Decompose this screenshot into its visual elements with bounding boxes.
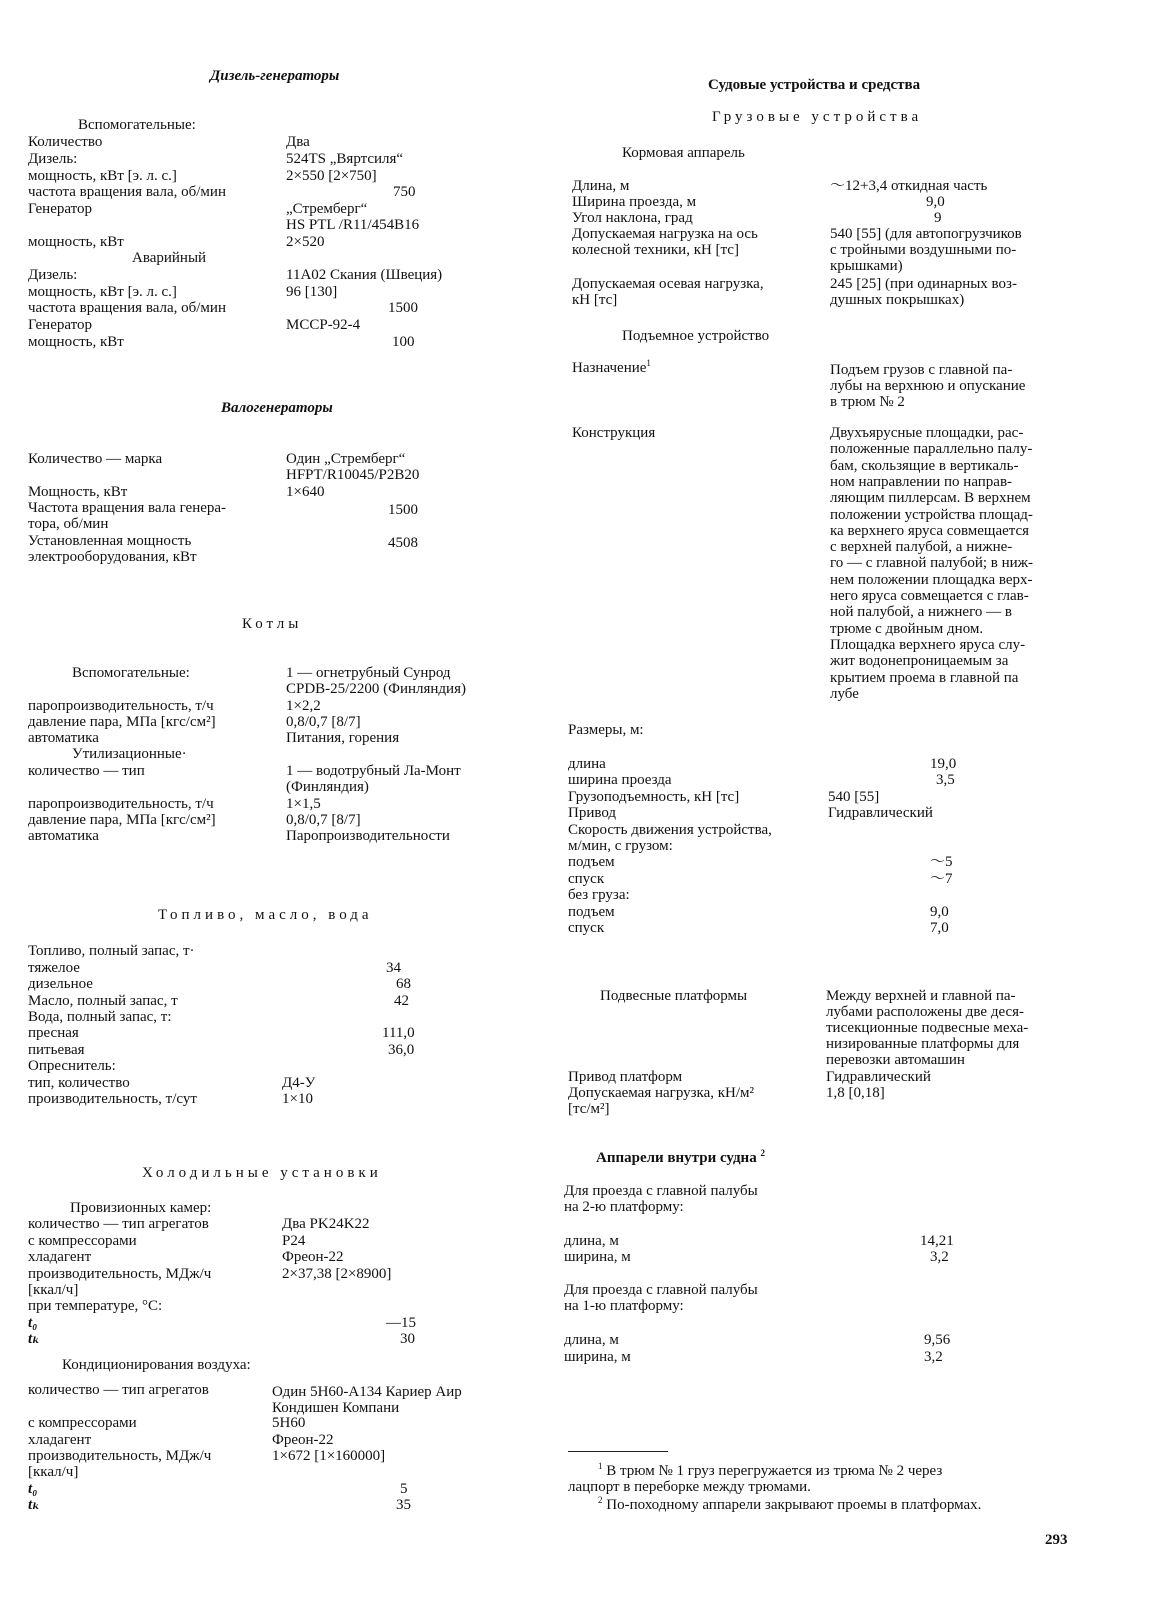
value: 1500 <box>388 502 418 518</box>
label: Допускаемая нагрузка, кН/м² <box>568 1085 755 1101</box>
value: 9 <box>934 210 942 226</box>
construction-line: го — с главной палубой; в ниж- <box>830 555 1034 572</box>
label: кН [тс] <box>572 292 618 308</box>
value: 100 <box>392 334 415 350</box>
value: 19,0 <box>930 756 957 772</box>
label: Количество — марка <box>28 451 163 467</box>
value: 3,5 <box>936 772 955 788</box>
value: 9,0 <box>926 194 945 210</box>
value: 7,0 <box>930 920 949 936</box>
label: электрооборудования, кВт <box>28 549 197 565</box>
footnote-divider <box>568 1451 668 1452</box>
construction-line: трюме с двойным дном. <box>830 620 984 637</box>
value: 5 <box>400 1481 408 1497</box>
label: Допускаемая осевая нагрузка, <box>572 276 764 292</box>
value: перевозки автомашин <box>826 1052 965 1068</box>
label: Длина, м <box>572 178 630 194</box>
label: Количество <box>28 134 103 150</box>
label: на 1-ю платформу: <box>564 1298 684 1314</box>
subhead-aircon: Кондиционирования воздуха: <box>62 1357 251 1373</box>
construction-line: ной палубой, а нижнего — в <box>830 604 1012 621</box>
label: производительность, МДж/ч <box>28 1448 212 1464</box>
construction-line: ка верхнего яруса совмещается <box>830 522 1030 539</box>
value: 540 [55] <box>828 789 880 805</box>
value: HFPT/R10045/P2B20 <box>286 467 420 483</box>
value: Паропроизводительности <box>286 828 450 844</box>
label: t₀ <box>28 1481 38 1497</box>
label: ширина, м <box>564 1249 631 1265</box>
value: 1500 <box>388 300 418 316</box>
value: 96 [130] <box>286 284 338 300</box>
value: 14,21 <box>920 1233 954 1249</box>
value: 2×520 <box>286 234 325 250</box>
label: [ккал/ч] <box>28 1464 79 1480</box>
footnote-1: $^1$ В трюм № 1 груз перегружается из трюма № 2 через <box>598 1461 943 1479</box>
label: длина <box>568 756 606 772</box>
label: производительность, МДж/ч <box>28 1266 212 1282</box>
label: t₀ <box>28 1315 38 1331</box>
construction-line: положении устройства площад- <box>830 506 1033 523</box>
subhead-inner-ramps: Аппарели внутри судна $^2$ <box>596 1148 765 1166</box>
value: тисекционные подвесные меха- <box>826 1020 1029 1036</box>
value: низированные платформы для <box>826 1036 1020 1052</box>
label: длина, м <box>564 1332 619 1348</box>
label: паропроизводительность, т/ч <box>28 796 214 812</box>
construction-line: нем положении площадка верх- <box>830 571 1033 588</box>
value: 245 [25] (при одинарных воз- <box>830 276 1017 292</box>
value: Питания, горения <box>286 730 400 746</box>
label: автоматика <box>28 730 99 746</box>
label: питьевая <box>28 1042 85 1058</box>
subhead-aux: Вспомогательные: <box>78 117 196 133</box>
construction-line: жит водонепроницаемым за <box>830 653 1009 670</box>
value: 35 <box>396 1497 411 1513</box>
value: 1×640 <box>286 484 325 500</box>
value: 1 — водотрубный Ла-Монт <box>286 763 461 779</box>
label: хладагент <box>28 1432 92 1448</box>
construction-line: положенные параллельно палу- <box>830 441 1033 458</box>
value: HS PTL /R11/454B16 <box>286 217 420 233</box>
subhead-lift: Подъемное устройство <box>622 328 770 344</box>
footnote-1-cont: лацпорт в переборке между трюмами. <box>568 1479 811 1495</box>
label: количество — тип агрегатов <box>28 1382 209 1398</box>
value: Фреон-22 <box>282 1249 344 1265</box>
section-title-fuel: Топливо, масло, вода <box>158 907 373 923</box>
section-title-boilers: Котлы <box>242 616 303 632</box>
value: Д4-У <box>282 1075 316 1091</box>
label: Для проезда с главной палубы <box>564 1282 758 1298</box>
label: на 2-ю платформу: <box>564 1199 684 1215</box>
label: Частота вращения вала генера- <box>28 500 227 516</box>
subhead-stern-ramp: Кормовая аппарель <box>622 145 745 161</box>
label: Вода, полный запас, т: <box>28 1009 172 1025</box>
label: Допускаемая нагрузка на ось <box>572 226 758 242</box>
construction-line: Площадка верхнего яруса слу- <box>830 636 1026 653</box>
label: Угол наклона, град <box>572 210 693 226</box>
label: тип, количество <box>28 1075 130 1091</box>
page-title: Судовые устройства и средства <box>708 77 921 93</box>
value: Два <box>286 134 310 150</box>
label: Топливо, полный запас, т· <box>28 943 195 959</box>
label: спуск <box>568 920 605 936</box>
construction-line: бам, скользящие в вертикаль- <box>830 457 1019 474</box>
value: MCCP-92-4 <box>286 317 361 333</box>
label: мощность, кВт <box>28 334 124 350</box>
value: 0,8/0,7 [8/7] <box>286 714 361 730</box>
label: [ккал/ч] <box>28 1282 79 1298</box>
value: Гидравлический <box>826 1069 931 1085</box>
construction-line: крытием проема в главной па <box>830 669 1019 686</box>
label: Установленная мощность <box>28 533 192 549</box>
value: 9,56 <box>924 1332 951 1348</box>
label: мощность, кВт [э. л. с.] <box>28 284 177 300</box>
value: 0,8/0,7 [8/7] <box>286 812 361 828</box>
label: Для проезда с главной палубы <box>564 1183 758 1199</box>
label: без груза: <box>568 887 630 903</box>
label: Опреснитель: <box>28 1058 116 1074</box>
label: Грузоподъемность, кН [тс] <box>568 789 740 805</box>
label: с компрессорами <box>28 1233 137 1249</box>
label: м/мин, с грузом: <box>568 838 673 854</box>
value: душных покрышках) <box>830 292 965 308</box>
label: с компрессорами <box>28 1415 137 1431</box>
value: Два PK24K22 <box>282 1216 370 1232</box>
label: Скорость движения устройства, <box>568 822 772 838</box>
label: хладагент <box>28 1249 92 1265</box>
label: Подвесные платформы <box>600 988 748 1004</box>
value: 42 <box>394 993 409 1009</box>
value: 9,0 <box>930 904 949 920</box>
subhead-dims: Размеры, м: <box>568 722 644 738</box>
value: 2×37,38 [2×8900] <box>282 1266 392 1282</box>
label: количество — тип <box>28 763 145 779</box>
label: автоматика <box>28 828 99 844</box>
section-title-cargo: Грузовые устройства <box>712 109 923 125</box>
value: 540 [55] (для автопогрузчиков <box>830 226 1022 242</box>
label: частота вращения вала, об/мин <box>28 300 226 316</box>
value: 30 <box>400 1331 415 1347</box>
label: tₖ <box>28 1331 41 1347</box>
construction-line: него яруса совмещается с глав- <box>830 588 1029 604</box>
label: частота вращения вала, об/мин <box>28 184 226 200</box>
label: колесной техники, кН [тс] <box>572 242 739 258</box>
label: подъем <box>568 904 615 920</box>
label: Генератор <box>28 317 92 333</box>
label: Привод платформ <box>568 1069 683 1085</box>
subhead-emergency: Аварийный <box>132 250 207 266</box>
page-number: 293 <box>1045 1532 1068 1548</box>
label: мощность, кВт <box>28 234 124 250</box>
label: давление пара, МПа [кгс/см²] <box>28 812 216 828</box>
value: 2×550 [2×750] <box>286 168 377 184</box>
value: CPDB-25/2200 (Финляндия) <box>286 681 466 697</box>
value: Фреон-22 <box>272 1432 334 1448</box>
value: лубами расположены две деся- <box>826 1004 1025 1020</box>
label: производительность, т/сут <box>28 1091 197 1107</box>
value: 750 <box>393 184 416 200</box>
label: дизельное <box>28 976 93 992</box>
value: (Финляндия) <box>286 779 369 795</box>
value: ～5 <box>930 854 953 870</box>
value: Кондишен Компани <box>272 1400 400 1416</box>
value: 11А02 Скания (Швеция) <box>286 267 443 283</box>
value: в трюм № 2 <box>830 394 905 410</box>
value: 68 <box>396 976 411 992</box>
value: 36,0 <box>388 1042 415 1058</box>
value: 3,2 <box>924 1349 943 1365</box>
value: 5Н60 <box>272 1415 306 1431</box>
value: 1,8 [0,18] <box>826 1085 885 1101</box>
value: крышками) <box>830 258 903 274</box>
value: 1×10 <box>282 1091 313 1107</box>
value: 524TS „Вяртсиля“ <box>286 151 404 167</box>
label: Генератор <box>28 201 92 217</box>
construction-line: ляющим пиллерсам. В верхнем <box>830 490 1031 507</box>
label: Ширина проезда, м <box>572 194 697 210</box>
label: Дизель: <box>28 267 78 283</box>
label: длина, м <box>564 1233 619 1249</box>
label: давление пара, МПа [кгс/см²] <box>28 714 216 730</box>
value: Один 5Н60-А134 Кариер Аир <box>272 1384 462 1400</box>
label: подъем <box>568 854 615 870</box>
label: Дизель: <box>28 151 78 167</box>
value: Один „Стремберг“ <box>286 451 406 467</box>
value: „Стремберг“ <box>286 201 368 217</box>
construction-line: ном направлении по направ- <box>830 473 1013 490</box>
label: пресная <box>28 1025 79 1041</box>
value: 1×2,2 <box>286 698 321 714</box>
label: мощность, кВт [э. л. с.] <box>28 168 177 184</box>
label: ширина, м <box>564 1349 631 1365</box>
value: Подъем грузов с главной па- <box>830 362 1013 378</box>
value: 1×1,5 <box>286 796 321 812</box>
value: ～7 <box>930 871 953 887</box>
value: 4508 <box>388 535 418 551</box>
value: Между верхней и главной па- <box>826 988 1016 1004</box>
value: с тройными воздушными по- <box>830 242 1017 258</box>
subhead-util: Утилизационные· <box>72 746 187 762</box>
value: —15 <box>386 1315 416 1331</box>
construction-line: Двухъярусные площадки, рас- <box>830 425 1024 441</box>
label: [тс/м²] <box>568 1101 610 1117</box>
label: тяжелое <box>28 960 80 976</box>
label: Масло, полный запас, т <box>28 993 178 1009</box>
subhead-provision: Провизионных камер: <box>70 1200 212 1216</box>
label: спуск <box>568 871 605 887</box>
subhead-aux-boilers: Вспомогательные: <box>72 665 190 681</box>
label: Мощность, кВт <box>28 484 128 500</box>
value: 3,2 <box>930 1249 949 1265</box>
construction-line: с верхней палубой, а нижне- <box>830 539 1013 556</box>
section-title-refrigeration: Холодильные установки <box>142 1165 382 1181</box>
label: паропроизводительность, т/ч <box>28 698 214 714</box>
footnote-2: $^2$ По-походному аппарели закрывают проемы в платформах. <box>598 1495 982 1513</box>
label: количество — тип агрегатов <box>28 1216 209 1232</box>
value: 111,0 <box>382 1025 415 1041</box>
value: 34 <box>386 960 401 976</box>
label: tₖ <box>28 1497 41 1513</box>
value: лубы на верхнюю и опускание <box>830 378 1026 394</box>
label: Конструкция <box>572 425 656 441</box>
value: P24 <box>282 1233 306 1249</box>
section-title-shaft: Валогенераторы <box>221 400 333 416</box>
label: Привод <box>568 805 617 821</box>
value: 1 — огнетрубный Сунрод <box>286 665 451 681</box>
label: ширина проезда <box>568 772 672 788</box>
value: Гидравлический <box>828 805 933 821</box>
value: ～12+3,4 откидная часть <box>830 178 988 194</box>
label: при температуре, °С: <box>28 1298 163 1314</box>
label: тора, об/мин <box>28 516 109 532</box>
value: 1×672 [1×160000] <box>272 1448 386 1464</box>
construction-line: лубе <box>830 685 859 702</box>
label-purpose: Назначение$^1$ <box>572 358 651 376</box>
section-title-diesel: Дизель-генераторы <box>210 68 340 84</box>
